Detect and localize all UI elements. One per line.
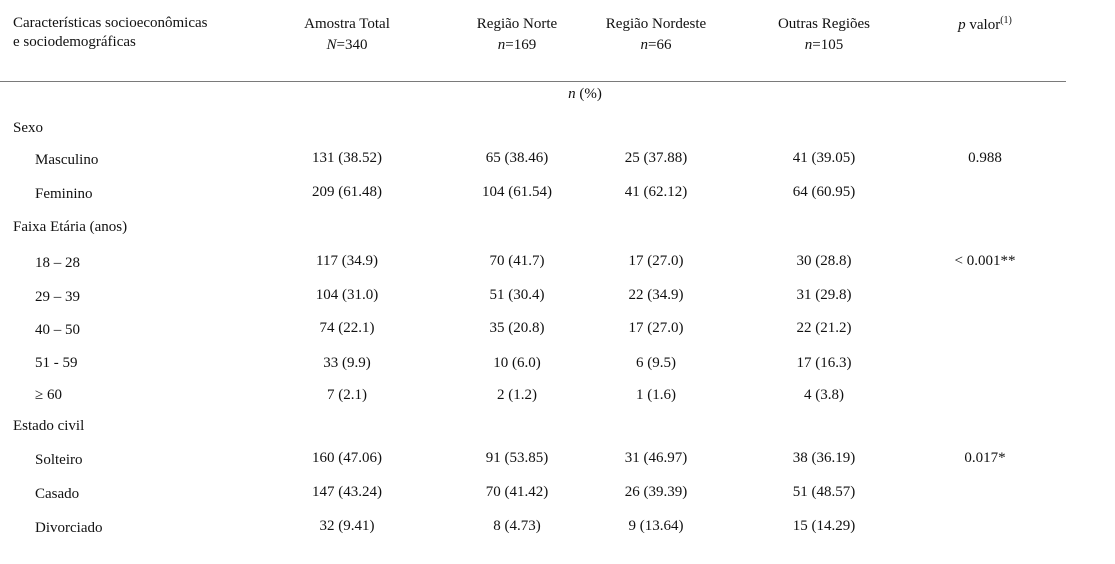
cell-total: 104 (31.0) [315, 287, 379, 303]
header-col-nordeste-title: Região Nordeste [605, 16, 707, 32]
cell-outras: 15 (14.29) [792, 518, 856, 534]
pvalue-footnote-marker: (1) [1000, 15, 1012, 26]
cell-total: 209 (61.48) [312, 184, 382, 200]
cell-nordeste: 6 (9.5) [636, 355, 676, 371]
header-first-column [13, 14, 208, 52]
cell-outras: 17 (16.3) [796, 355, 852, 371]
header-col-pvalue [895, 10, 1075, 36]
header-col-outras-n: n=105 [804, 37, 844, 53]
cell-nordeste: 9 (13.64) [628, 518, 684, 534]
cell-outras: 31 (29.8) [796, 287, 852, 303]
header-col-outras [734, 14, 914, 56]
row-label: Solteiro [35, 452, 83, 468]
row-label: 51 - 59 [35, 355, 78, 371]
header-first-col-line1: Características socioeconômicas [13, 15, 208, 31]
cell-total: 131 (38.52) [312, 150, 382, 166]
row-label: Casado [35, 486, 80, 502]
header-col-total-title: Amostra Total [304, 16, 390, 32]
cell-total: 32 (9.41) [319, 518, 375, 534]
cell-norte: 104 (61.54) [482, 184, 552, 200]
header-col-total [257, 14, 437, 56]
section-title-estado-civil: Estado civil [13, 418, 85, 434]
pvalue-p: p [958, 17, 966, 33]
row-label: 40 – 50 [35, 322, 80, 338]
cell-norte: 91 (53.85) [485, 450, 549, 466]
cell-norte: 51 (30.4) [489, 287, 545, 303]
cell-nordeste: 22 (34.9) [628, 287, 684, 303]
cell-norte: 65 (38.46) [485, 150, 549, 166]
row-label: Masculino [35, 152, 99, 168]
cell-total: 160 (47.06) [312, 450, 382, 466]
pvalue-label: valor [965, 17, 1001, 33]
cell-norte: 10 (6.0) [493, 355, 541, 371]
cell-nordeste: 17 (27.0) [628, 320, 684, 336]
cell-total: 7 (2.1) [327, 387, 367, 403]
cell-nordeste: 1 (1.6) [636, 387, 676, 403]
cell-norte: 35 (20.8) [489, 320, 545, 336]
subheader-n-percent: n (%) [568, 86, 602, 102]
row-label: ≥ 60 [35, 387, 62, 403]
row-label: Feminino [35, 186, 93, 202]
cell-nordeste: 41 (62.12) [624, 184, 688, 200]
cell-pvalue: 0.988 [968, 150, 1002, 166]
section-title-faixa-etaria: Faixa Etária (anos) [13, 219, 128, 235]
header-col-norte-n: n=169 [497, 37, 537, 53]
cell-norte: 2 (1.2) [497, 387, 537, 403]
cell-total: 117 (34.9) [316, 253, 378, 269]
cell-outras: 64 (60.95) [792, 184, 856, 200]
header-col-outras-title: Outras Regiões [777, 16, 871, 32]
cell-nordeste: 25 (37.88) [624, 150, 688, 166]
cell-nordeste: 26 (39.39) [624, 484, 688, 500]
cell-total: 147 (43.24) [312, 484, 382, 500]
cell-nordeste: 31 (46.97) [624, 450, 688, 466]
cell-total: 74 (22.1) [319, 320, 375, 336]
cell-outras: 38 (36.19) [792, 450, 856, 466]
cell-outras: 4 (3.8) [804, 387, 844, 403]
header-first-col-line2: e sociodemográficas [13, 34, 136, 50]
cell-outras: 51 (48.57) [792, 484, 856, 500]
row-label: Divorciado [35, 520, 103, 536]
cell-nordeste: 17 (27.0) [628, 253, 684, 269]
cell-pvalue: < 0.001** [954, 253, 1016, 269]
header-col-nordeste [566, 14, 746, 56]
cell-outras: 30 (28.8) [796, 253, 852, 269]
header-rule [0, 81, 1066, 82]
header-col-total-n: N=340 [326, 37, 368, 53]
cell-pvalue: 0.017* [964, 450, 1006, 466]
cell-norte: 8 (4.73) [493, 518, 541, 534]
section-title-sexo: Sexo [13, 120, 43, 136]
cell-norte: 70 (41.7) [489, 253, 545, 269]
row-label: 29 – 39 [35, 289, 80, 305]
cell-outras: 41 (39.05) [792, 150, 856, 166]
header-col-nordeste-n: n=66 [640, 37, 672, 53]
cell-norte: 70 (41.42) [485, 484, 549, 500]
header-col-norte-title: Região Norte [476, 16, 558, 32]
row-label: 18 – 28 [35, 255, 80, 271]
cell-total: 33 (9.9) [323, 355, 371, 371]
cell-outras: 22 (21.2) [796, 320, 852, 336]
